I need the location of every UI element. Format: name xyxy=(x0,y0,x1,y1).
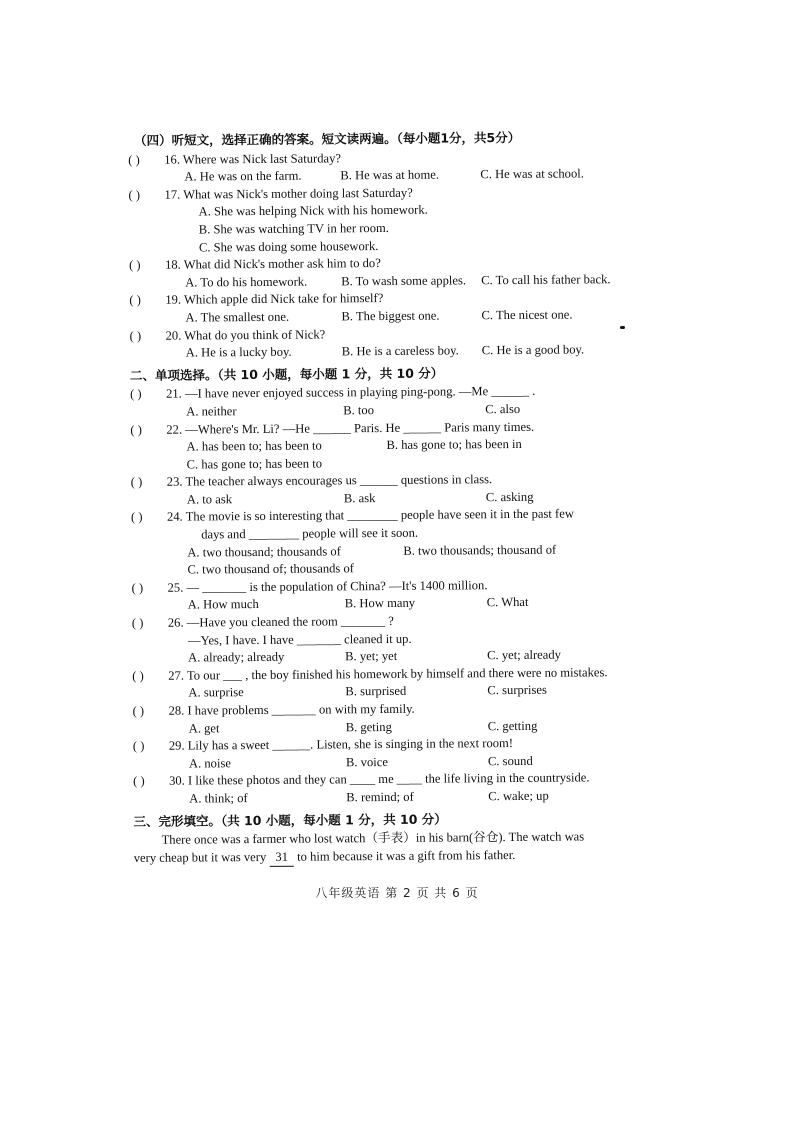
option-c: C. surprises xyxy=(487,683,547,698)
option-c: C. yet; already xyxy=(487,647,561,663)
answer-paren[interactable]: ( ) xyxy=(131,580,144,595)
question-stem: 22. —Where's Mr. Li? —He ______ Paris. He ______ Paris many times. xyxy=(166,419,535,437)
option-c: C. wake; up xyxy=(488,788,549,804)
option-a: A. surprise xyxy=(188,685,244,700)
option-b: B. He was at home. xyxy=(340,167,440,183)
question-stem: 26. —Have you cleaned the room _______ ? xyxy=(167,613,394,630)
option-c: C. has gone to; has been to xyxy=(186,456,323,472)
question-stem: 19. Which apple did Nick take for himself? xyxy=(165,291,384,308)
question-stem-continued: —Yes, I have. I have _______ cleaned it up. xyxy=(187,631,412,648)
page-footer: 八年级英语 第 2 页 共 6 页 xyxy=(315,886,479,900)
option-b: B. voice xyxy=(345,754,388,770)
option-a: A. think; of xyxy=(189,791,248,806)
option-b: B. The biggest one. xyxy=(341,308,440,324)
cloze-text-after: to him because it was a gift from his father. xyxy=(293,847,516,864)
option-b: B. geting xyxy=(345,719,392,734)
answer-paren[interactable]: ( ) xyxy=(128,187,141,202)
question-stem: 29. Lily has a sweet ______. Listen, she is singing in the next room! xyxy=(168,736,514,753)
cloze-paragraph-line-1: There once was a farmer who lost watch（手表）in his barn(谷仓). The watch was xyxy=(161,829,585,847)
question-stem: 25. — _______ is the population of China? —It's 1400 million. xyxy=(167,578,488,595)
option-b: B. He is a careless boy. xyxy=(341,343,459,359)
answer-paren[interactable]: ( ) xyxy=(130,387,142,402)
option-b: B. remind; of xyxy=(346,789,414,805)
option-b: B. yet; yet xyxy=(345,649,398,664)
section-3-title: 三、完形填空。（共 10 小题，每小题 1 分，共 10 分） xyxy=(133,811,447,829)
question-stem: 20. What do you think of Nick? xyxy=(165,326,326,343)
option-c: C. asking xyxy=(485,489,534,505)
question-stem: 17. What was Nick's mother doing last Saturday? xyxy=(164,185,413,202)
option-a: A. already; already xyxy=(188,650,285,665)
answer-paren[interactable]: ( ) xyxy=(130,475,143,490)
ink-speck xyxy=(620,326,625,329)
option-c: C. two thousand of; thousands of xyxy=(187,561,355,577)
option-b: B. has gone to; has been in xyxy=(386,437,522,453)
question-stem: 30. I like these photos and they can ____ me ____ the life living in the countryside. xyxy=(169,770,590,789)
answer-paren[interactable]: ( ) xyxy=(129,328,142,343)
option-a: A. two thousand; thousands of xyxy=(187,543,341,560)
option-b: B. To wash some apples. xyxy=(341,273,467,289)
exam-content xyxy=(128,128,674,869)
option-a: A. The smallest one. xyxy=(185,309,290,325)
answer-paren[interactable]: ( ) xyxy=(130,510,143,525)
answer-paren[interactable]: ( ) xyxy=(130,422,142,437)
question-stem-continued: days and ________ people will see it soon. xyxy=(201,525,419,542)
option-a: A. get xyxy=(188,720,220,736)
option-c: C. To call his father back. xyxy=(481,271,611,287)
option-a: A. He was on the farm. xyxy=(184,168,302,184)
option-b: B. too xyxy=(343,402,375,418)
option-b: B. She was watching TV in her room. xyxy=(198,220,389,237)
answer-paren[interactable]: ( ) xyxy=(129,293,141,308)
option-c: C. sound xyxy=(487,753,533,768)
answer-paren[interactable]: ( ) xyxy=(128,258,141,273)
cloze-text-before: very cheap but it was very xyxy=(133,849,270,865)
option-a: A. has been to; has been to xyxy=(186,438,322,454)
question-stem: 24. The movie is so interesting that ________ people have seen it in the past few xyxy=(166,506,574,525)
option-c: C. What xyxy=(486,595,529,610)
option-c: C. He was at school. xyxy=(480,166,584,182)
answer-paren[interactable]: ( ) xyxy=(132,739,145,754)
option-a: A. How much xyxy=(187,597,259,612)
option-a: A. noise xyxy=(188,755,231,771)
option-b: B. How many xyxy=(344,596,416,611)
section-4-title: （四）听短文，选择正确的答案。短文读两遍。（每小题1分，共5分） xyxy=(134,129,521,148)
cloze-blank-31[interactable]: 31 xyxy=(269,848,294,867)
answer-paren[interactable]: ( ) xyxy=(132,703,145,718)
option-c: C. also xyxy=(485,401,521,417)
option-b: B. surprised xyxy=(345,684,407,699)
option-a: A. neither xyxy=(186,404,237,419)
section-2-title: 二、单项选择。（共 10 小题，每小题 1 分，共 10 分） xyxy=(129,365,444,383)
option-b: B. two thousands; thousand of xyxy=(403,542,557,558)
option-a: A. He is a lucky boy. xyxy=(185,344,292,360)
option-c: C. The nicest one. xyxy=(481,307,573,323)
question-stem: 23. The teacher always encourages us ______ questions in class. xyxy=(166,472,493,489)
answer-paren[interactable]: ( ) xyxy=(132,668,144,683)
cloze-paragraph-line-2 xyxy=(134,845,674,868)
option-a: A. to ask xyxy=(186,492,233,507)
option-c: C. He is a good boy. xyxy=(481,342,585,358)
answer-paren[interactable]: ( ) xyxy=(133,774,145,789)
option-c: C. She was doing some housework. xyxy=(198,238,379,255)
question-stem: 28. I have problems _______ on with my family. xyxy=(168,701,415,718)
question-stem: 18. What did Nick's mother ask him to do? xyxy=(164,256,381,272)
option-a: A. She was helping Nick with his homework. xyxy=(198,203,428,219)
answer-paren[interactable]: ( ) xyxy=(128,152,140,167)
question-stem: 16. Where was Nick last Saturday? xyxy=(164,150,341,167)
answer-paren[interactable]: ( ) xyxy=(131,615,144,631)
option-b: B. ask xyxy=(343,490,376,506)
option-a: A. To do his homework. xyxy=(185,274,308,290)
option-c: C. getting xyxy=(487,718,538,733)
question-stem: 21. —I have never enjoyed success in playing ping-pong. —Me ______ . xyxy=(166,384,536,402)
question-stem: 27. To our ___ , the boy finished his homework by himself and there were no mistakes. xyxy=(168,665,608,683)
